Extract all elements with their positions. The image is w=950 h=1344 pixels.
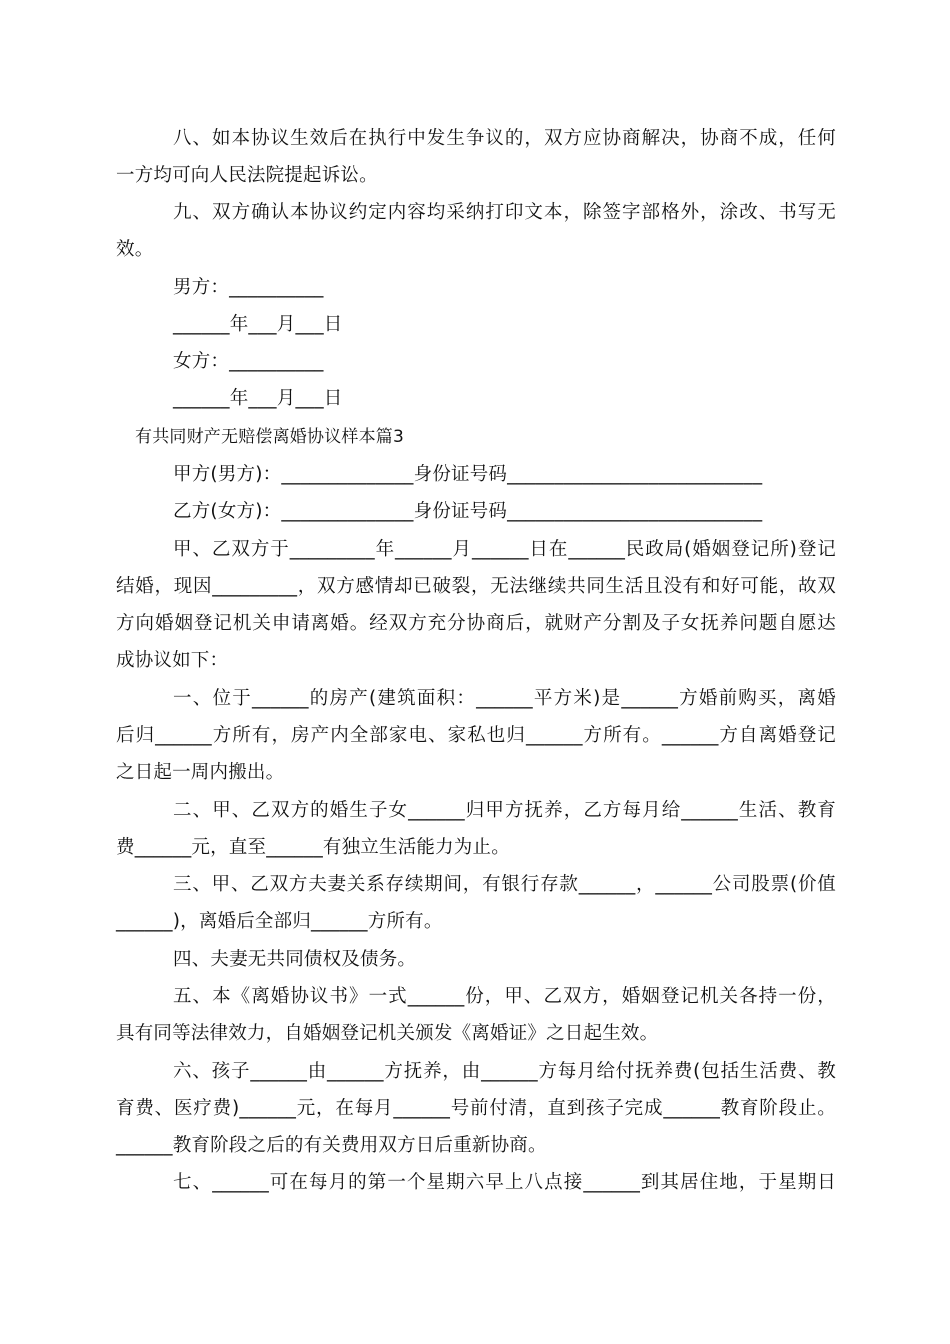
clause-9-line-1: 九、双方确认本协议约定内容均采纳打印文本，除签字部格外，涂改、书写无 (173, 202, 836, 223)
female-signature-line: 女方：__________ (173, 351, 324, 372)
clause-1-line-3: 之日起一周内搬出。 (116, 762, 285, 783)
intro-line-1: 甲、乙双方于_________年______月______日在______民政局(婚姻登记所)登记 (173, 539, 836, 560)
clause-9-line-2: 效。 (116, 239, 154, 260)
clause-1-line-1: 一、位于______的房产(建筑面积：______平方米)是______方婚前购买，离婚 (173, 688, 836, 709)
clause-7-line-1: 七、______可在每月的第一个星期六早上八点接______到其居住地，于星期日 (173, 1172, 836, 1193)
clause-3-line-2: ______)，离婚后全部归______方所有。 (116, 911, 443, 932)
intro-line-3: 方向婚姻登记机关申请离婚。经双方充分协商后，就财产分割及子女抚养问题自愿达 (116, 613, 836, 634)
clause-5-line-2: 具有同等法律效力，自婚姻登记机关颁发《离婚证》之日起生效。 (116, 1023, 659, 1044)
section-title: 有共同财产无赔偿离婚协议样本篇3 (135, 427, 405, 447)
intro-line-4: 成协议如下： (116, 650, 229, 671)
clause-8-line-1: 八、如本协议生效后在执行中发生争议的，双方应协商解决，协商不成，任何 (173, 128, 836, 149)
clause-2-line-2: 费______元，直至______有独立生活能力为止。 (116, 837, 510, 858)
clause-5-line-1: 五、本《离婚协议书》一式______份，甲、乙双方，婚姻登记机关各持一份， (173, 986, 836, 1007)
clause-3-line-1: 三、甲、乙双方夫妻关系存续期间，有银行存款______，______公司股票(价值 (173, 874, 836, 895)
female-date-line: ______年___月___日 (173, 388, 343, 409)
clause-6-line-3: ______教育阶段之后的有关费用双方日后重新协商。 (116, 1135, 547, 1156)
clause-6-line-2: 育费、医疗费)______元，在每月______号前付清，直到孩子完成______教育阶段止。 (116, 1098, 836, 1119)
clause-8-line-2: 一方均可向人民法院提起诉讼。 (116, 165, 378, 186)
party-a-line: 甲方(男方)：______________身份证号码___________________________ (173, 464, 763, 485)
male-signature-line: 男方：__________ (173, 277, 324, 298)
clause-2-line-1: 二、甲、乙双方的婚生子女______归甲方抚养，乙方每月给______生活、教育 (173, 800, 836, 821)
clause-4-line: 四、夫妻无共同债权及债务。 (173, 949, 417, 970)
party-b-line: 乙方(女方)：______________身份证号码___________________________ (173, 501, 763, 522)
clause-1-line-2: 后归______方所有，房产内全部家电、家私也归______方所有。______方自离婚登记 (116, 725, 836, 746)
clause-6-line-1: 六、孩子______由______方抚养，由______方每月给付抚养费(包括生活费、教 (173, 1061, 836, 1082)
intro-line-2: 结婚，现因_________，双方感情却已破裂，无法继续共同生活且没有和好可能，故双 (116, 576, 836, 597)
male-date-line: ______年___月___日 (173, 314, 343, 335)
